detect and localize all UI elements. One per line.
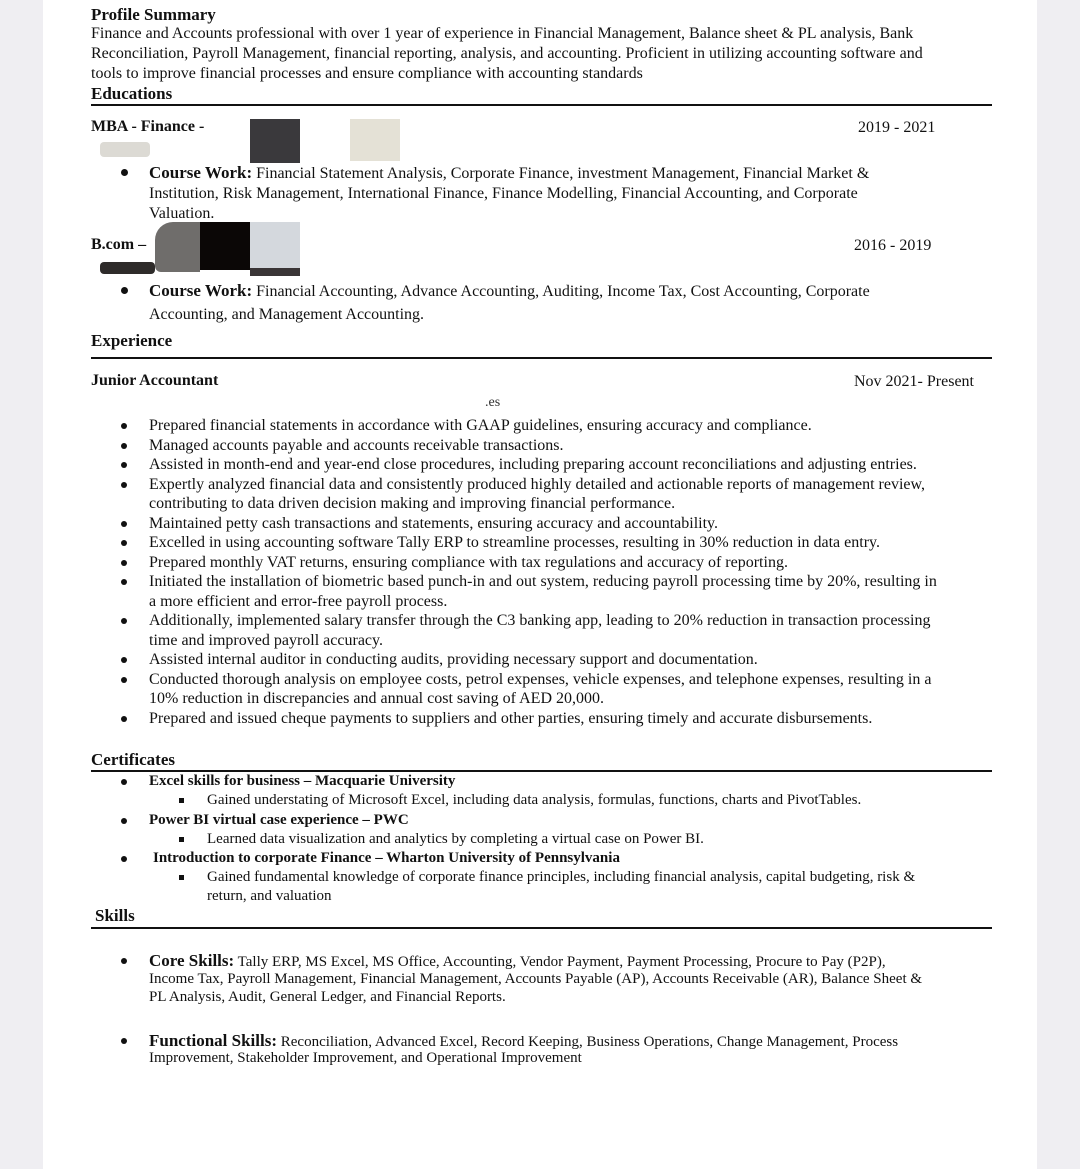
education-years-bcom: 2016 - 2019 [854, 237, 932, 254]
mba-coursework-line-3: Valuation. [149, 205, 215, 222]
job-title: Junior Accountant [91, 372, 219, 389]
section-divider [91, 104, 992, 106]
section-divider [91, 927, 992, 929]
section-divider [91, 770, 992, 772]
experience-bullet-text: 10% reduction in discrepancies and annual cost saving of AED 20,000. [149, 690, 604, 707]
square-bullet-icon [179, 875, 184, 880]
bullet-icon [121, 677, 127, 683]
section-heading-educations: Educations [91, 84, 173, 103]
bullet-icon [121, 423, 127, 429]
bullet-icon [121, 856, 127, 862]
bullet-icon [121, 560, 127, 566]
experience-bullet-text: Initiated the installation of biometric based punch-in and out system, reducing payroll processing time by 20%, resulting in [149, 573, 937, 590]
bullet-icon [121, 579, 127, 585]
certificate-title-excel: Excel skills for business – Macquarie University [149, 773, 456, 789]
bullet-icon [121, 443, 127, 449]
section-heading-profile-summary: Profile Summary [91, 5, 216, 24]
experience-bullet-text: Conducted thorough analysis on employee costs, petrol expenses, vehicle expenses, and telephone expenses, resulting in a [149, 670, 932, 688]
bullet-icon [121, 618, 127, 624]
bullet-icon [121, 169, 128, 176]
experience-bullet-text: Prepared monthly VAT returns, ensuring compliance with tax regulations and accuracy of reporting. [149, 553, 788, 571]
experience-bullet-text: Prepared financial statements in accordance with GAAP guidelines, ensuring accuracy and compliance. [149, 417, 812, 434]
redaction-block [100, 262, 155, 274]
bullet-icon [121, 657, 127, 663]
redaction-block [200, 222, 250, 270]
education-years-mba: 2019 - 2021 [858, 119, 936, 136]
section-heading-experience: Experience [91, 331, 173, 350]
section-heading-certificates: Certificates [91, 750, 176, 769]
experience-bullet-text: Assisted in month-end and year-end close procedures, including preparing account reconciliations and adjusting entries. [149, 456, 917, 473]
core-skills-line-3: PL Analysis, Audit, General Ledger, and Financial Reports. [149, 989, 506, 1005]
bullet-icon [121, 521, 127, 527]
bcom-coursework-line-1: Course Work: Financial Accounting, Advance Accounting, Auditing, Income Tax, Cost Accounting, Corporate [149, 281, 870, 300]
mba-coursework-line-1: Course Work: Financial Statement Analysis, Corporate Finance, investment Management, Financial Market & [149, 163, 870, 182]
experience-bullet-text: Expertly analyzed financial data and consistently produced highly detailed and actionable reports of management review, [149, 475, 925, 493]
experience-bullet-text: time and improved payroll accuracy. [149, 631, 383, 649]
core-skills-line-1: Core Skills: Tally ERP, MS Excel, MS Office, Accounting, Vendor Payment, Payment Processing, Procure to Pay (P2P), [149, 951, 886, 970]
experience-bullet-text: contributing to data driven decision making and improving financial performance. [149, 495, 676, 512]
experience-bullet-text: a more efficient and error-free payroll process. [149, 592, 448, 610]
functional-skills-line-2: Improvement, Stakeholder Improvement, and Operational Improvement [149, 1050, 582, 1066]
profile-line-3: tools to improve financial processes and ensure compliance with accounting standards [91, 65, 643, 82]
education-degree-bcom: B.com – [91, 236, 147, 253]
profile-line-2: Reconciliation, Payroll Management, financial reporting, analysis, and accounting. Proficient in utilizing accounting software and [91, 45, 923, 62]
bullet-icon [121, 779, 127, 785]
experience-bullet-text: Managed accounts payable and accounts receivable transactions. [149, 436, 564, 454]
certificate-detail-excel: Gained understating of Microsoft Excel, including data analysis, formulas, functions, charts and PivotTables. [207, 792, 862, 808]
mba-coursework-line-2: Institution, Risk Management, International Finance, Finance Modelling, Financial Accounting, and Corporate [149, 185, 858, 202]
bullet-icon [121, 716, 127, 722]
bcom-coursework-line-2: Accounting, and Management Accounting. [149, 306, 425, 323]
bullet-icon [121, 540, 127, 546]
job-dates: Nov 2021- Present [854, 373, 974, 390]
certificate-detail-wharton-2: return, and valuation [207, 888, 332, 904]
bullet-icon [121, 287, 128, 294]
bullet-icon [121, 462, 127, 468]
education-degree-mba: MBA - Finance - [91, 118, 205, 135]
core-skills-line-2: Income Tax, Payroll Management, Financial Management, Accounts Payable (AP), Accounts Receivable (AR), Balance Sheet & [149, 971, 923, 987]
section-divider [91, 357, 992, 359]
redaction-block [100, 142, 150, 157]
bullet-icon [121, 482, 127, 488]
bullet-icon [121, 958, 127, 964]
square-bullet-icon [179, 798, 184, 803]
experience-bullet-text: Prepared and issued cheque payments to suppliers and other parties, ensuring timely and accurate disbursements. [149, 709, 873, 727]
redaction-block [250, 268, 300, 276]
experience-bullet-text: Additionally, implemented salary transfer through the C3 banking app, leading to 20% reduction in transaction processing [149, 612, 931, 629]
square-bullet-icon [179, 837, 184, 842]
redaction-block [155, 222, 200, 272]
certificate-title-wharton: Introduction to corporate Finance – Wharton University of Pennsylvania [153, 850, 620, 866]
certificate-title-powerbi: Power BI virtual case experience – PWC [149, 812, 409, 828]
redaction-block [350, 119, 400, 161]
functional-skills-line-1: Functional Skills: Reconciliation, Advanced Excel, Record Keeping, Business Operations, Change Management, Process [149, 1031, 899, 1050]
section-heading-skills: Skills [95, 906, 135, 925]
job-subtitle-partial: .es [485, 395, 501, 410]
certificate-detail-wharton-1: Gained fundamental knowledge of corporate finance principles, including financial analysis, capital budgeting, risk & [207, 869, 916, 885]
bullet-icon [121, 1038, 127, 1044]
experience-bullet-text: Assisted internal auditor in conducting audits, providing necessary support and documentation. [149, 651, 758, 668]
redaction-block [250, 119, 300, 163]
certificate-detail-powerbi: Learned data visualization and analytics by completing a virtual case on Power BI. [207, 831, 704, 847]
redaction-block [250, 222, 300, 270]
experience-bullet-text: Maintained petty cash transactions and statements, ensuring accuracy and accountability. [149, 514, 718, 532]
profile-line-1: Finance and Accounts professional with over 1 year of experience in Financial Management, Balance sheet & PL analysis, Bank [91, 25, 914, 42]
experience-bullet-text: Excelled in using accounting software Tally ERP to streamline processes, resulting in 30% reduction in data entry. [149, 534, 880, 551]
bullet-icon [121, 818, 127, 824]
